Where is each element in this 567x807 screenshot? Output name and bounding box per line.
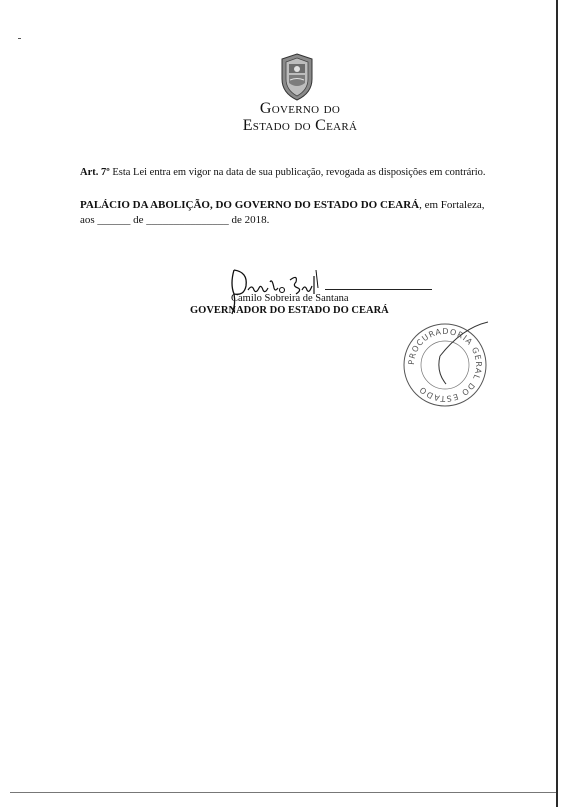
article-7: [80, 166, 520, 180]
place-bold: PALÁCIO DA ABOLIÇÃO, DO GOVERNO DO ESTADO DO CEARÁ: [80, 199, 420, 211]
svg-text:PROCURADORIA GERAL DO ESTADO: [407, 327, 483, 403]
scan-speck: [18, 38, 21, 39]
article-label: Art. 7º: [80, 167, 110, 178]
signer-name: Camilo Sobreira de Santana: [231, 293, 349, 304]
place-and-date: [80, 198, 520, 228]
page-edge-bottom: [10, 792, 556, 793]
place-rest: , em Fortaleza,: [419, 199, 485, 211]
signer-title: GOVERNADOR DO ESTADO DO CEARÁ: [190, 305, 389, 316]
state-coat-of-arms-icon: [277, 53, 317, 101]
procuradoria-stamp: [400, 320, 490, 410]
stamp-text: PROCURADORIA GERAL DO ESTADO: [406, 326, 484, 404]
place-line-1: [80, 198, 520, 213]
date-line: aos ______ de _______________ de 2018.: [80, 214, 270, 226]
article-text: Esta Lei entra em vigor na data de sua publicação, revogada as disposições em contrário.: [109, 167, 486, 178]
letterhead-line-2: Estado do Ceará: [242, 117, 358, 134]
letterhead: [180, 100, 420, 134]
letterhead-line-1: Governo do: [259, 100, 341, 117]
page-edge-right: [556, 0, 558, 807]
signature-line: [325, 289, 432, 290]
